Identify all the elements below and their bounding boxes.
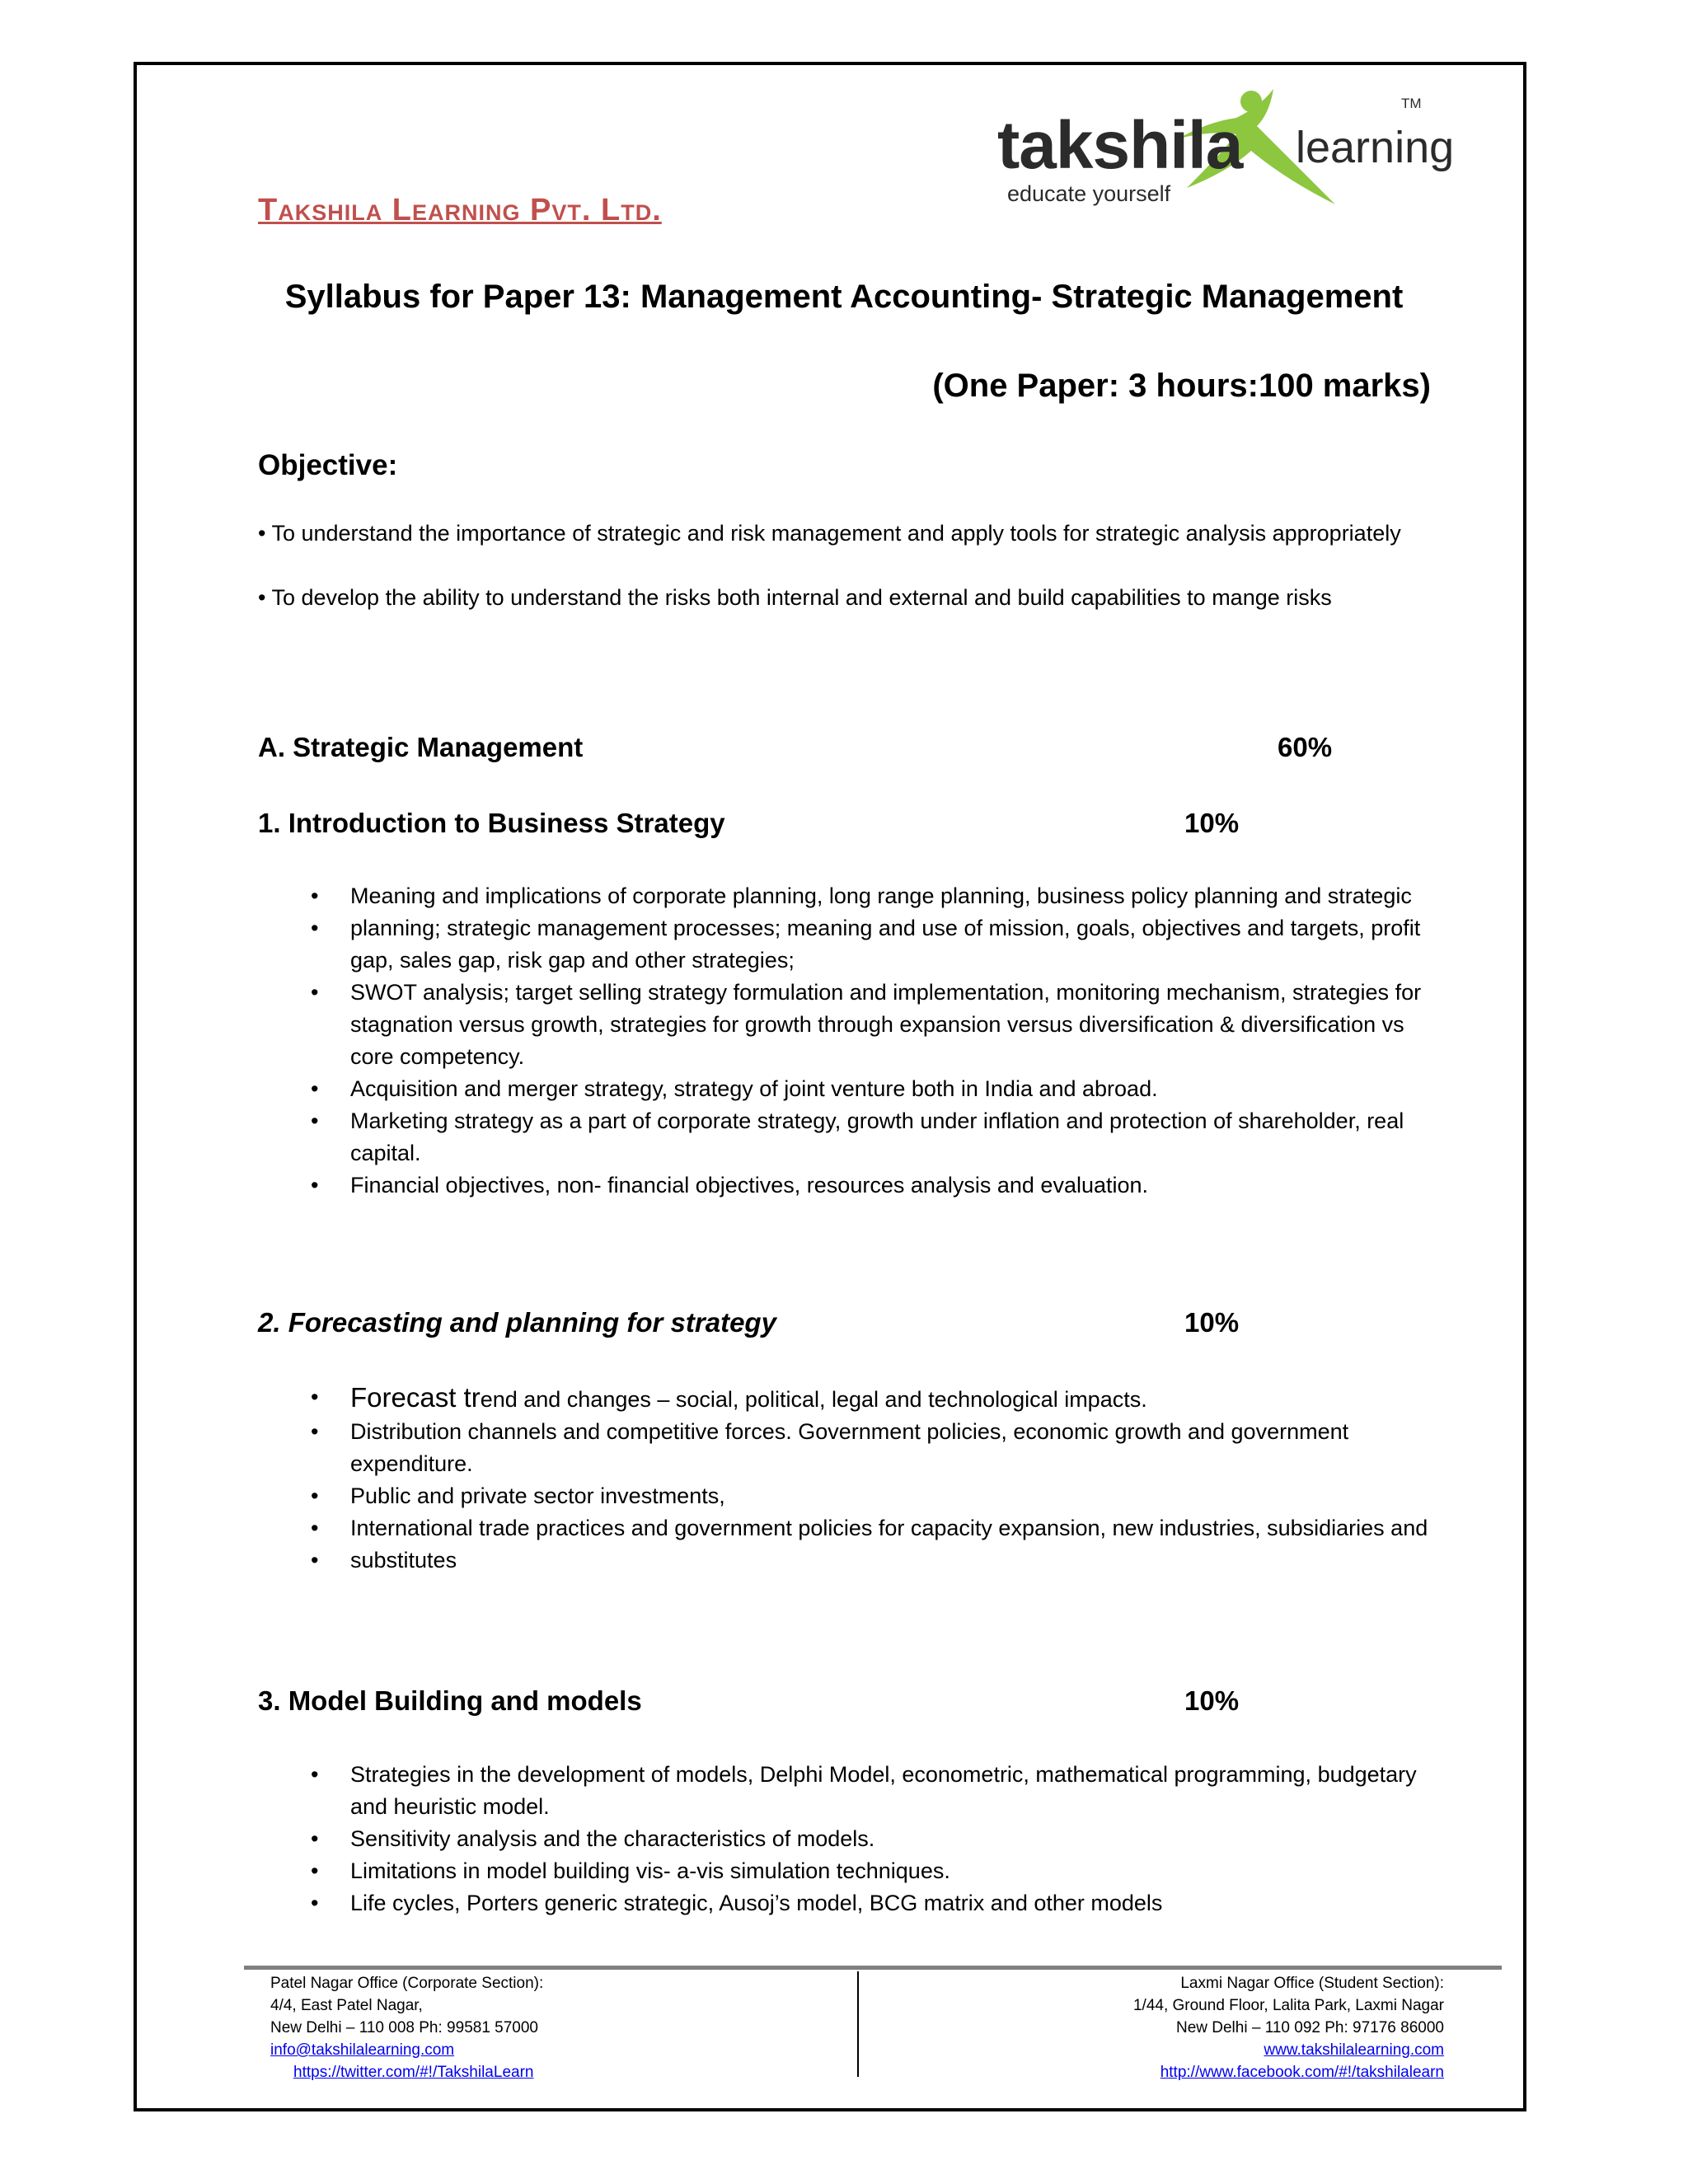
section-1-pct: 10%	[1184, 808, 1240, 838]
section-3-title: 3. Model Building and models	[258, 1685, 642, 1716]
list-item: • SWOT analysis; target selling strategy formulation and implementation, monitoring mechanism, strategies for stagnation versus growth, strategies for growth through expansion versus diversification & diversification vs core competency.	[311, 980, 1422, 1069]
list-item: • Financial objectives, non- financial objectives, resources analysis and evaluation.	[311, 1173, 1149, 1197]
page-title: Syllabus for Paper 13: Management Accounting- Strategic Management	[284, 279, 1404, 315]
logo-brand: takshila	[997, 108, 1243, 183]
section-2-list	[0, 1381, 1688, 1577]
section-a-pct: 60%	[1278, 732, 1333, 762]
footer-right	[1133, 1972, 1444, 2083]
list-item: • Distribution channels and competitive forces. Government policies, economic growth and government expenditure.	[311, 1419, 1349, 1476]
logo-word-learning: learning	[1296, 123, 1455, 172]
footer-right-city: New Delhi – 110 092 Ph: 97176 86000	[1175, 2019, 1444, 2036]
footer-divider	[244, 1966, 1502, 1970]
footer-column-divider	[857, 1971, 859, 2077]
list-item: • Sensitivity analysis and the characteristics of models.	[311, 1826, 875, 1851]
footer-left-address: 4/4, East Patel Nagar,	[270, 1997, 423, 2014]
list-item: • Marketing strategy as a part of corporate strategy, growth under inflation and protection of shareholder, real capital.	[311, 1108, 1404, 1165]
footer-right-address: 1/44, Ground Floor, Lalita Park, Laxmi Nagar	[1132, 1997, 1444, 2014]
objective-point-2: • To develop the ability to understand the risks both internal and external and build capabilities to mange risks	[258, 585, 1332, 610]
list-item: • planning; strategic management processes; meaning and use of mission, goals, objectives and targets, profit gap, sales gap, risk gap and other strategies;	[311, 916, 1421, 972]
section-3-list	[0, 1759, 1688, 1919]
section-1-title: 1. Introduction to Business Strategy	[258, 808, 725, 838]
list-item: • Meaning and implications of corporate planning, long range planning, business policy planning and strategic	[311, 883, 1412, 908]
footer-website-link[interactable]: www.takshilalearning.com	[1264, 2041, 1444, 2059]
footer-facebook-link[interactable]: http://www.facebook.com/#!/takshilalearn	[1160, 2064, 1444, 2081]
footer-left-city: New Delhi – 110 008 Ph: 99581 57000	[270, 2019, 539, 2036]
company-name: Takshila Learning Pvt. Ltd.	[258, 193, 662, 227]
list-item: • Public and private sector investments,	[311, 1483, 725, 1508]
takshila-logo	[989, 73, 1455, 217]
footer-left	[270, 1972, 543, 2083]
list-item: • International trade practices and government policies for capacity expansion, new industries, subsidiaries and	[311, 1516, 1428, 1540]
objective-point-1: • To understand the importance of strategic and risk management and apply tools for strategic analysis appropriately	[258, 521, 1401, 546]
section-1-list	[0, 880, 1688, 1202]
section-3-pct: 10%	[1184, 1685, 1240, 1716]
logo-trademark: TM	[1401, 96, 1422, 111]
list-item: • Acquisition and merger strategy, strategy of joint venture both in India and abroad.	[311, 1076, 1158, 1101]
list-item: • Limitations in model building vis- a-vis simulation techniques.	[311, 1858, 950, 1883]
footer-left-office: Patel Nagar Office (Corporate Section):	[270, 1975, 544, 1992]
section-2-title: 2. Forecasting and planning for strategy	[258, 1307, 776, 1338]
list-item: • Strategies in the development of models, Delphi Model, econometric, mathematical programming, budgetary and heuristic model.	[311, 1762, 1417, 1819]
footer-right-office: Laxmi Nagar Office (Student Section):	[1180, 1975, 1444, 1992]
list-item: • substitutes	[311, 1548, 457, 1572]
list-item: • Life cycles, Porters generic strategic, Ausoj’s model, BCG matrix and other models	[311, 1891, 1163, 1915]
footer-twitter-link[interactable]: https://twitter.com/#!/TakshilaLearn	[293, 2064, 534, 2081]
list-item: • Forecast trend and changes – social, political, legal and technological impacts.	[311, 1382, 1147, 1413]
objective-heading: Objective:	[258, 449, 398, 481]
footer-email-link[interactable]: info@takshilalearning.com	[270, 2041, 455, 2059]
paper-info: (One Paper: 3 hours:100 marks)	[932, 368, 1431, 404]
section-2-pct: 10%	[1184, 1307, 1240, 1338]
logo-tagline: educate yourself	[1007, 181, 1171, 206]
section-a-title: A. Strategic Management	[258, 732, 584, 762]
